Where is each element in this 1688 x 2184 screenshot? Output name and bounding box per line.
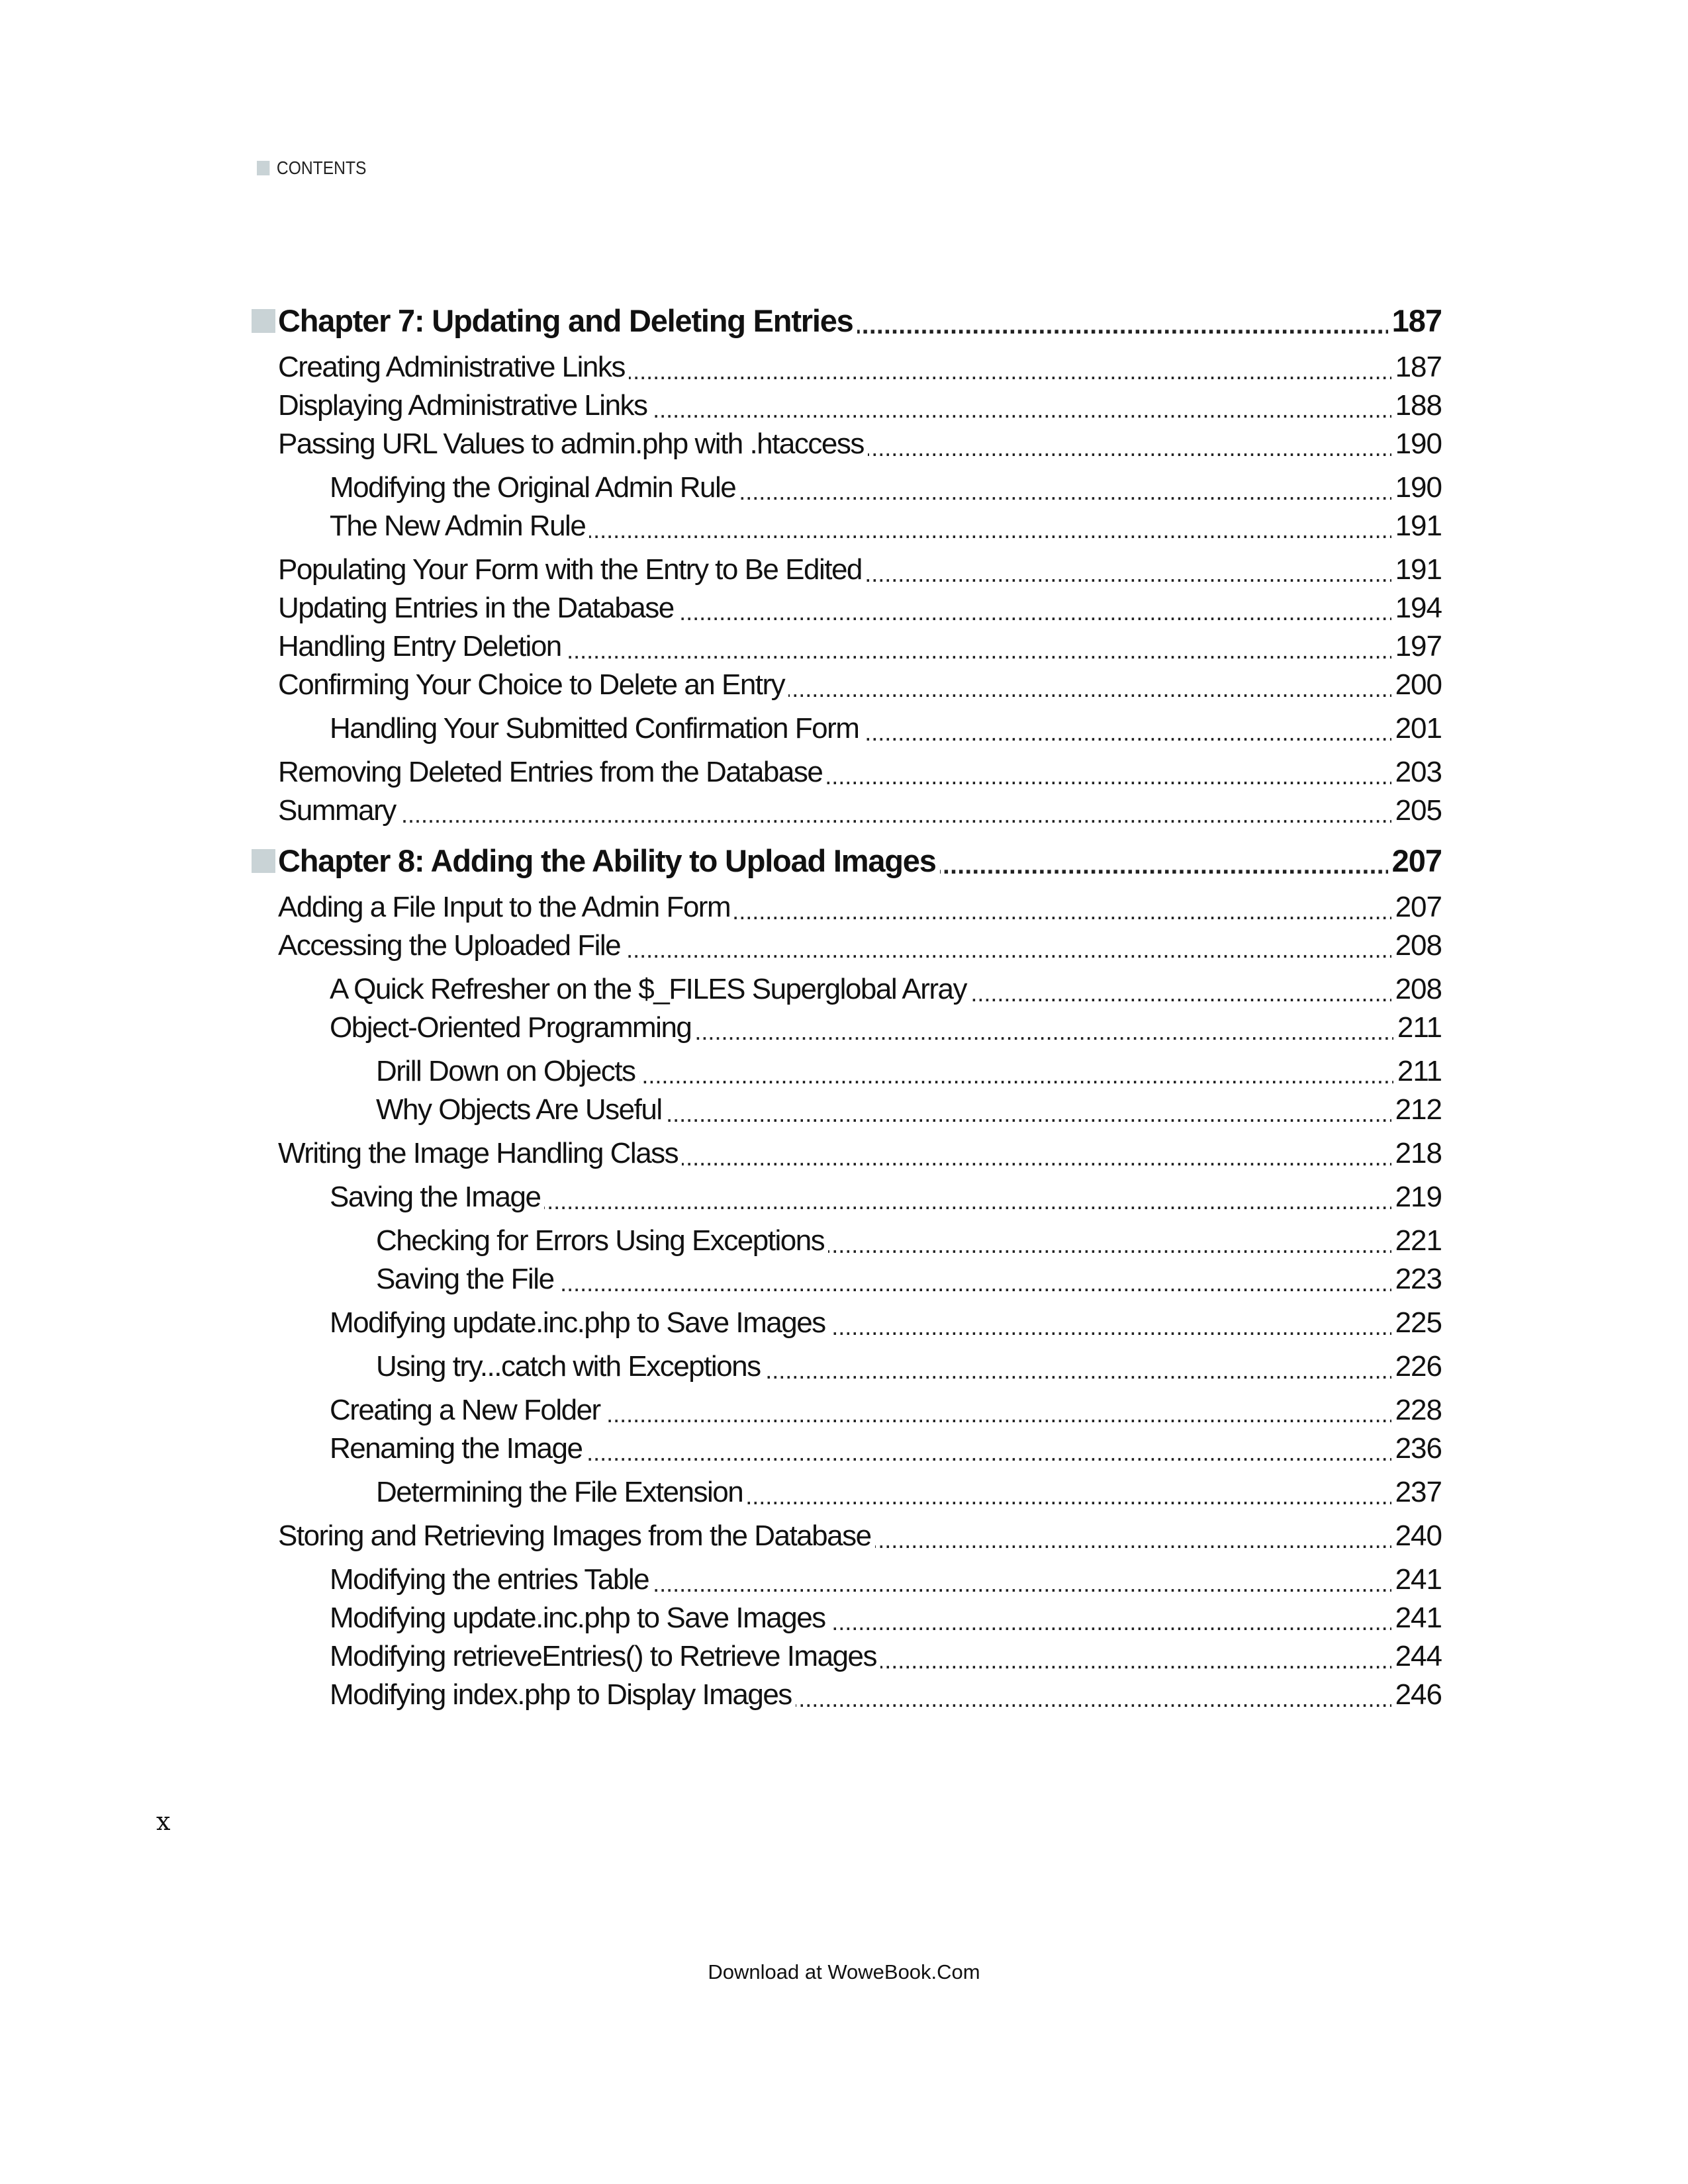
toc-page-number: 207 — [1395, 891, 1442, 923]
dot-leader — [829, 1304, 1391, 1342]
dot-leader — [589, 507, 1391, 545]
toc-chapter-title: Chapter 8: Adding the Ability to Upload Images — [278, 843, 936, 878]
toc-page-number: 211 — [1397, 1055, 1442, 1087]
dot-leader — [880, 1637, 1391, 1676]
toc-entry-title: Modifying the Original Admin Rule — [330, 471, 736, 504]
toc-page-number: 208 — [1395, 929, 1442, 962]
toc-entry-title: Modifying update.inc.php to Save Images — [330, 1306, 825, 1339]
toc-entry-title: Handling Your Submitted Confirmation Form — [330, 712, 859, 745]
toc-entry-title: Modifying index.php to Display Images — [330, 1678, 792, 1711]
chapter-square-icon — [252, 849, 275, 873]
toc-entry-title: Drill Down on Objects — [376, 1055, 635, 1087]
toc-entry-title: Populating Your Form with the Entry to Be Edited — [278, 553, 862, 586]
toc-entry[interactable] — [330, 1391, 1442, 1430]
toc-entry-title: Storing and Retrieving Images from the Database — [278, 1520, 871, 1552]
toc-entry[interactable] — [278, 1517, 1442, 1555]
toc-page-number: 241 — [1395, 1563, 1442, 1596]
toc-entry-title: Confirming Your Choice to Delete an Entry — [278, 668, 785, 701]
toc-entry[interactable] — [278, 551, 1442, 589]
toc-page-number: 237 — [1395, 1476, 1442, 1508]
toc-page-number: 208 — [1395, 973, 1442, 1005]
dot-leader — [629, 348, 1391, 387]
dot-leader — [788, 666, 1391, 704]
toc-entry-title: Adding a File Input to the Admin Form — [278, 891, 731, 923]
toc-entry-title: Summary — [278, 794, 396, 827]
toc-page-number: 246 — [1395, 1678, 1442, 1711]
toc-entry-title: A Quick Refresher on the $_FILES Superglobal Array — [330, 973, 967, 1005]
dot-leader — [586, 1430, 1391, 1468]
toc-entry[interactable] — [376, 1347, 1442, 1386]
toc-entry[interactable] — [330, 1561, 1442, 1599]
toc-entry[interactable] — [330, 507, 1442, 545]
toc-entry[interactable] — [278, 927, 1442, 965]
dot-leader — [695, 1009, 1393, 1047]
toc-entry-title: Modifying retrieveEntries() to Retrieve Images — [330, 1640, 876, 1672]
toc-entry[interactable] — [330, 1599, 1442, 1637]
toc-page-number: 200 — [1395, 668, 1442, 701]
toc-entry-title: Creating Administrative Links — [278, 351, 625, 383]
dot-leader — [624, 927, 1391, 965]
dot-leader — [558, 1260, 1391, 1298]
dot-leader — [863, 709, 1391, 748]
toc-entry-title: Using try...catch with Exceptions — [376, 1350, 761, 1383]
dot-leader — [765, 1347, 1391, 1386]
toc-entry[interactable] — [278, 348, 1442, 387]
toc-page-number: 194 — [1395, 592, 1442, 624]
toc-entry[interactable] — [376, 1052, 1442, 1091]
toc-page-number: 203 — [1395, 756, 1442, 788]
toc-entry-title: Removing Deleted Entries from the Database — [278, 756, 823, 788]
toc-chapter-title: Chapter 7: Updating and Deleting Entries — [278, 303, 853, 338]
dot-leader — [604, 1391, 1391, 1430]
dot-leader — [826, 753, 1391, 792]
toc-page-number: 226 — [1395, 1350, 1442, 1383]
toc-entry-title: Saving the File — [376, 1263, 554, 1295]
toc-entry-title: Passing URL Values to admin.php with .htaccess — [278, 428, 864, 460]
toc-entry[interactable] — [278, 627, 1442, 666]
toc-page-number: 211 — [1397, 1011, 1442, 1044]
toc-entry[interactable] — [376, 1473, 1442, 1512]
dot-leader — [796, 1676, 1391, 1714]
toc-entry[interactable] — [278, 387, 1442, 425]
toc-page-number: 207 — [1391, 843, 1442, 878]
toc-entry-title: Why Objects Are Useful — [376, 1093, 662, 1126]
toc-page-number: 212 — [1395, 1093, 1442, 1126]
dot-leader — [747, 1473, 1391, 1512]
toc-entry[interactable] — [278, 666, 1442, 704]
dot-leader — [875, 1517, 1391, 1555]
toc-entry-title: Writing the Image Handling Class — [278, 1137, 679, 1169]
dot-leader — [666, 1091, 1391, 1129]
running-head-label: CONTENTS — [276, 158, 367, 178]
toc-entry-title: Updating Entries in the Database — [278, 592, 674, 624]
toc-entry-title: Checking for Errors Using Exceptions — [376, 1224, 825, 1257]
toc-page-number: 201 — [1395, 712, 1442, 745]
toc-page-number: 223 — [1395, 1263, 1442, 1295]
toc-entry-title: Modifying the entries Table — [330, 1563, 649, 1596]
page-folio: x — [156, 1807, 171, 1836]
toc-entry[interactable] — [330, 970, 1442, 1009]
dot-leader — [653, 1561, 1391, 1599]
dot-leader — [739, 469, 1391, 507]
toc-entry[interactable] — [330, 709, 1442, 748]
toc-page-number: 240 — [1395, 1520, 1442, 1552]
toc-entry-title: Determining the File Extension — [376, 1476, 743, 1508]
toc-page-number: 221 — [1395, 1224, 1442, 1257]
toc-entry-title: Renaming the Image — [330, 1432, 583, 1465]
toc-entry[interactable] — [278, 589, 1442, 627]
toc-entry-title: Displaying Administrative Links — [278, 389, 647, 422]
toc-entry[interactable] — [278, 888, 1442, 927]
toc-page-number: 219 — [1395, 1181, 1442, 1213]
dot-leader — [866, 551, 1391, 589]
toc-page-number: 205 — [1395, 794, 1442, 827]
toc-page-number: 241 — [1395, 1602, 1442, 1634]
dot-leader — [829, 1599, 1391, 1637]
toc-page-number: 236 — [1395, 1432, 1442, 1465]
toc-entry-title: Creating a New Folder — [330, 1394, 600, 1426]
toc-page-number: 244 — [1395, 1640, 1442, 1672]
toc-page-number: 191 — [1395, 510, 1442, 542]
toc-entry[interactable] — [330, 1009, 1442, 1047]
dot-leader — [682, 1134, 1391, 1173]
toc-entry[interactable] — [330, 1178, 1442, 1216]
toc-entry[interactable] — [330, 1430, 1442, 1468]
toc-page-number: 197 — [1395, 630, 1442, 662]
dot-leader — [734, 888, 1391, 927]
toc-page-number: 190 — [1395, 471, 1442, 504]
toc-entry[interactable] — [278, 1134, 1442, 1173]
toc-entry-title: Modifying update.inc.php to Save Images — [330, 1602, 825, 1634]
dot-leader — [940, 843, 1388, 882]
toc-entry[interactable] — [278, 425, 1442, 463]
toc-entry[interactable] — [278, 792, 1442, 830]
dot-leader — [828, 1222, 1391, 1260]
toc-entry[interactable] — [330, 1637, 1442, 1676]
toc-chapter-8[interactable] — [252, 841, 1442, 882]
toc-page-number: 188 — [1395, 389, 1442, 422]
chapter-square-icon — [252, 309, 275, 333]
dot-leader — [400, 792, 1391, 830]
toc-entry[interactable] — [330, 469, 1442, 507]
toc-page-number: 225 — [1395, 1306, 1442, 1339]
toc-page-number: 228 — [1395, 1394, 1442, 1426]
toc-chapter-7[interactable] — [252, 300, 1442, 341]
toc-page-number: 218 — [1395, 1137, 1442, 1169]
dot-leader — [544, 1178, 1391, 1216]
dot-leader — [857, 303, 1388, 341]
toc-page-number: 191 — [1395, 553, 1442, 586]
toc-entry-title: Object-Oriented Programming — [330, 1011, 692, 1044]
toc-entry[interactable] — [330, 1304, 1442, 1342]
toc-entry[interactable] — [278, 753, 1442, 792]
toc-page-number: 190 — [1395, 428, 1442, 460]
toc-page-number: 187 — [1395, 351, 1442, 383]
toc-entry[interactable] — [330, 1676, 1442, 1714]
dot-leader — [868, 425, 1391, 463]
toc-entry[interactable] — [376, 1260, 1442, 1298]
toc-entry-title: Handling Entry Deletion — [278, 630, 561, 662]
toc-entry[interactable] — [376, 1222, 1442, 1260]
dot-leader — [651, 387, 1391, 425]
download-footer: Download at WoweBook.Com — [708, 1960, 980, 1983]
dot-leader — [970, 970, 1391, 1009]
dot-leader — [678, 589, 1391, 627]
dot-leader — [565, 627, 1391, 666]
toc-entry[interactable] — [376, 1091, 1442, 1129]
toc-entry-title: Accessing the Uploaded File — [278, 929, 621, 962]
toc-entry-title: The New Admin Rule — [330, 510, 586, 542]
dot-leader — [639, 1052, 1393, 1091]
toc-entry-title: Saving the Image — [330, 1181, 541, 1213]
toc-page-number: 187 — [1391, 303, 1442, 338]
